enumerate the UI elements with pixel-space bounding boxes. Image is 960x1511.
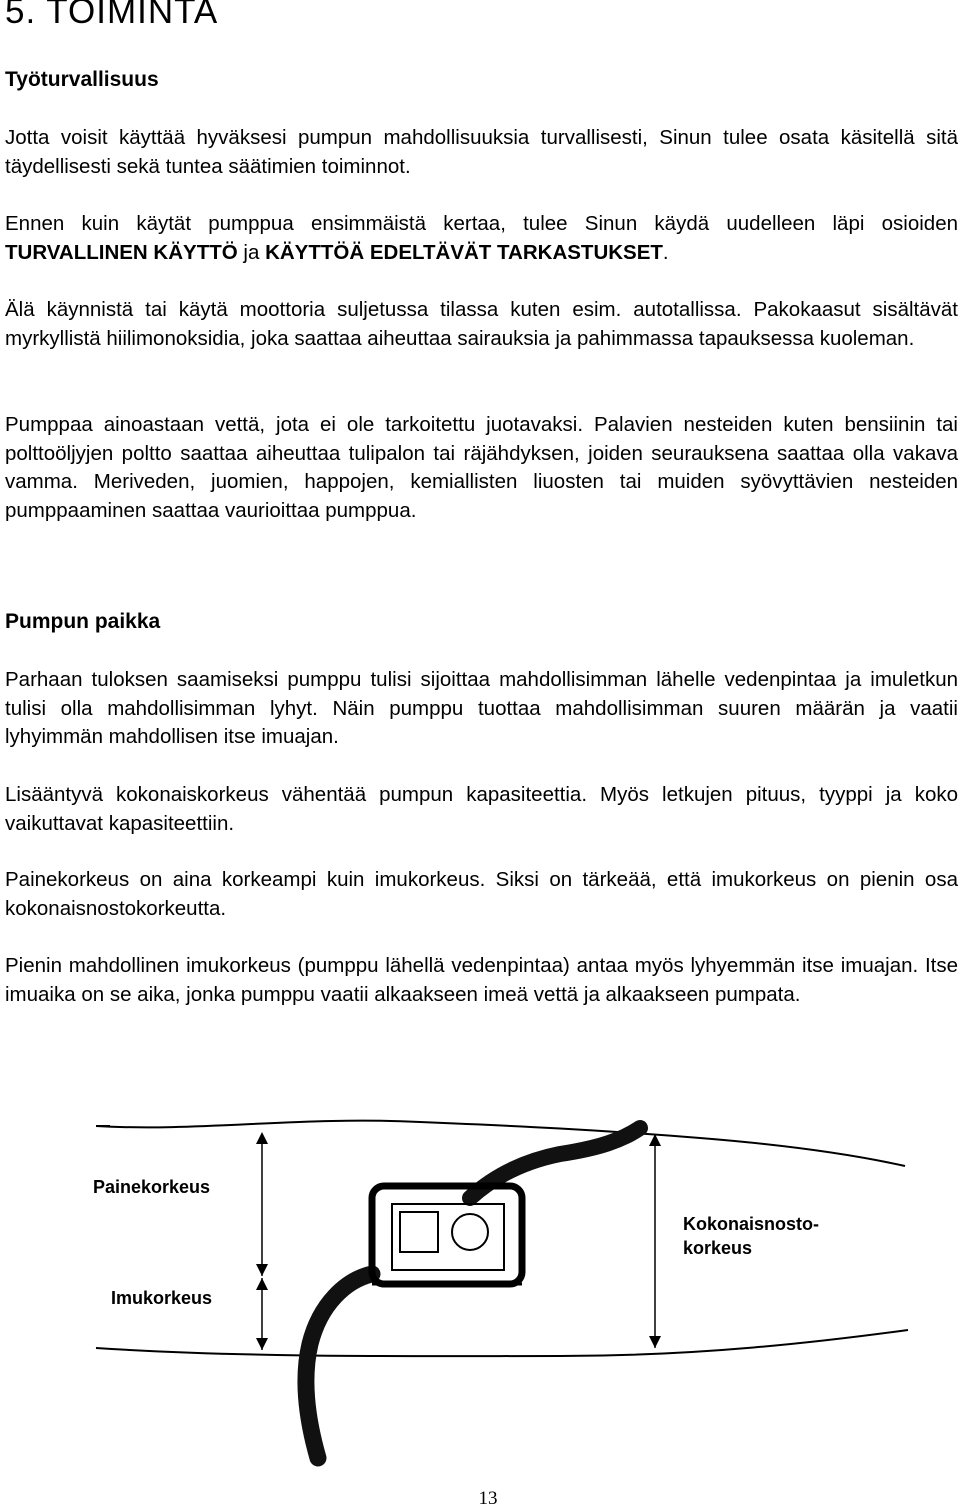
upper-ground-line [96,1121,905,1166]
suction-arrow-top [256,1278,268,1290]
section-title: 5. TOIMINTA [5,0,219,31]
heading-work-safety: Työturvallisuus [5,68,159,91]
label-total-head-line1: Kokonaisnosto- [683,1214,820,1234]
paragraph-placement: Parhaan tuloksen saamiseksi pumppu tulisi sijoittaa mahdollisimman lähelle vedenpintaa ja imuletkun tulisi olla mahdollisimman lyhyt. Näin pumppu tuottaa mahdollisimman suuren määrän ja vaatii lyhyimmän mahdollisen itse imuajan. [5,668,958,748]
pump-casing [452,1214,488,1250]
paragraph-total-head: Lisääntyvä kokonaiskorkeus vähentää pumpun kapasiteettia. Myös letkujen pituus, tyyppi ja koko vaikuttavat kapasiteettiin. [5,783,958,835]
pump-engine [400,1212,438,1252]
paragraph-discharge-head: Painekorkeus on aina korkeampi kuin imukorkeus. Siksi on tärkeää, että imukorkeus on pienin osa kokonaisnostokorkeutta. [5,868,958,920]
label-total-head-line2: korkeus [683,1238,753,1258]
label-total-head [683,1212,819,1260]
page-number: 13 [478,1488,498,1509]
paragraph-liquids-warning: Pumppaa ainoastaan vettä, jota ei ole tarkoitettu juotavaksi. Palavien nesteiden kuten bensiinin tai polttoöljyjen poltto saattaa aiheuttaa tulipalon tai räjähdyksen, joiden seurauksena saattaa olla vakava vamma. Meriveden, juomien, happojen, kemiallisten liuosten tai muiden syövyttävien nesteiden pumppaaminen saattaa vaurioittaa pumppua. [5,413,958,522]
discharge-arrow-bottom [256,1264,268,1276]
link-text-safe-use: TURVALLINEN KÄYTTÖ [5,240,238,264]
discharge-arrow-top [256,1132,268,1144]
label-discharge-head: Painekorkeus [93,1177,211,1197]
water-surface-line [96,1330,908,1356]
paragraph-before-first-use [5,210,958,267]
total-arrow-bottom [649,1336,661,1348]
label-suction-head: Imukorkeus [111,1288,213,1308]
paragraph-intro: Jotta voisit käyttää hyväksesi pumpun mahdollisuuksia turvallisesti, Sinun tulee osata käsitellä sitä täydellisesti sekä tuntea säätimien toiminnot. [5,126,958,178]
paragraph-self-priming: Pienin mahdollinen imukorkeus (pumppu lähellä vedenpintaa) antaa myös lyhyemmän itse imuajan. Itse imuaika on se aika, jonka pumppu vaatii alkaakseen imeä vettä ja alkaakseen pumpata. [5,954,958,1006]
pump-head-diagram [0,1108,960,1480]
para2-mid: ja [237,240,266,264]
paragraph-exhaust-warning: Älä käynnistä tai käytä moottoria suljetussa tilassa kuten esim. autotallissa. Pakokaasut sisältävät myrkyllistä hiilimonoksidia, joka saattaa aiheuttaa sairauksia ja pahimmassa tapauksessa kuoleman. [5,298,958,350]
para2-end: . [662,240,669,264]
para2-start: Ennen kuin käytät pumppua ensimmäistä kertaa, tulee Sinun käydä uudelleen läpi osioiden [5,212,958,235]
link-text-pre-checks: KÄYTTÖÄ EDELTÄVÄT TARKASTUKSET [265,240,663,264]
heading-pump-location: Pumpun paikka [5,610,161,633]
suction-arrow-bottom [256,1338,268,1350]
suction-hose [306,1274,372,1458]
